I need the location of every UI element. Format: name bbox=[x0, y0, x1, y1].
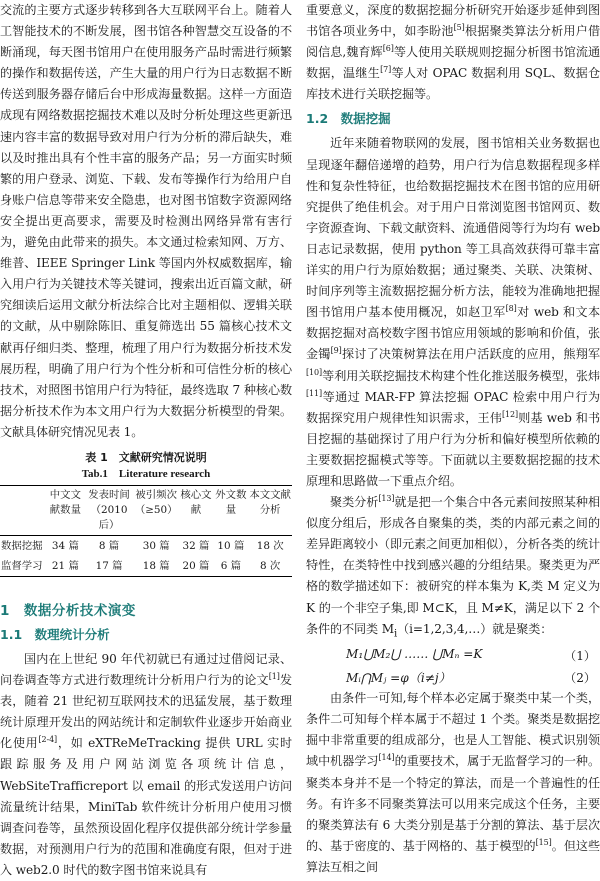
table-header-cell: 核心文献 bbox=[179, 485, 214, 535]
table-header-cell: 本文文献分析 bbox=[248, 485, 292, 535]
subsection-heading: 1.1 数理统计分析 bbox=[0, 626, 110, 642]
table-cell: 21 篇 bbox=[46, 556, 84, 577]
citation[interactable]: [1] bbox=[268, 672, 280, 682]
table-cell: 17 篇 bbox=[84, 556, 134, 577]
body-paragraph: 由条件一可知,每个样本必定属于聚类中某一个类，条件二可知每个样本属于不超过 1 个类。聚类是数据挖掘中非常重要的组成部分，也是人工智能、模式识别领域中机器学习[14]的重要技术，属于无监督学习的一种。聚类本身并不是一个特定的算法，而是一个普遍性的任务。有许多不同聚类算法可以用来完成这个任务，主要的聚类算法有 6 大类分别是基于分割的算法、基于层次的、基于密度的、基于网格的、基于模型的[15]。但这些算法互相之间 bbox=[306, 691, 600, 874]
table-header-cell: 被引频次（≥50） bbox=[134, 485, 179, 535]
table-1 bbox=[0, 450, 292, 577]
table-cell: 30 篇 bbox=[142, 539, 170, 552]
table-cell: 32 篇 bbox=[182, 539, 210, 552]
citation[interactable]: [7] bbox=[380, 65, 392, 75]
citation[interactable]: [5] bbox=[453, 23, 465, 33]
citation[interactable]: [14] bbox=[378, 753, 395, 763]
citation[interactable]: [9] bbox=[330, 346, 342, 356]
section-heading: 1 数据分析技术演变 bbox=[0, 602, 136, 619]
subsection-heading: 1.2 数据挖掘 bbox=[306, 111, 391, 127]
table-cell: 18 篇 bbox=[134, 556, 179, 577]
table-header-cell: 外文数量 bbox=[213, 485, 248, 535]
table-cell: 数据挖掘 bbox=[1, 539, 43, 552]
equation-1 bbox=[306, 644, 600, 666]
table-caption-cn: 表 1 文献研究情况说明 bbox=[85, 450, 207, 464]
body-paragraph: 国内在上世纪 90 年代初就已有通过过借阅记录、问卷调查等方式进行数理统计分析用户行为的论文[1]发表，随着 21 世纪初互联网技术的迅猛发展，基于数理统计原理开发出的网站统计和定制软件业逐步开始商业化使用[2-4]，如 eXTReMeTracking 提供 URL 实时跟踪服务及用户网站浏览各项统计信息，WebSiteTrafficreport 以 email 的形式发送用户访问流量统计结果，MiniTab 软件统计分析用户使用习惯调查问卷等，虽然预设固化程序仅提供部分统计学参量数据，对预测用户行为的范围和准确度有限，但对于进入 web2.0 时代的数字图书馆来说具有 bbox=[0, 651, 293, 877]
body-paragraph: 交流的主要方式逐步转移到各大互联网平台上。随着人工智能技术的不断发展，图书馆各种智慧交互设备的不断涌现，每天图书馆用户在使用服务产品时需进行频繁的操作和数据传送，产生大量的用户行为日志数据不断传送到服务器存储后台中形成海量数据。这样一方面造成现有网络数据挖掘技术难以及时分析处理这些更新迅速内容丰富的数据导致对用户行为分析的滞后缺失，难以及时推出具有个性丰富的服务产品；另一方面实时频繁的用户登录、浏览、下载、发布等操作行为给用户自身账户信息等带来安全隐患，也对图书馆数字资源网络安全提出更高要求，需要及时检测出网络异常有害行为，避免由此带来的损失。本文通过检索知网、万方、维普、IEEE Springer Link 等国内外权威数据库，输入用户行为关键技术等关键词，搜索出近百篇文献，研究细读后运用文献分析法综合比对主题相似、逻辑关联的文献，从中剔除陈旧、重复筛选出 55 篇核心技术文献再仔细归类、整理，梳理了用户行为数据分析技术发展历程，明确了用户行为个性分析和可信性分析的核心技术，对照图书馆用户行为特征，最终选取 7 种核心数据分析技术作为本文用户行为大数据分析模型的骨架。文献具体研究情况见表 1。 bbox=[0, 3, 292, 439]
table-cell: 8 篇 bbox=[98, 539, 120, 552]
table-header-cell: 中文文献数量 bbox=[46, 485, 84, 535]
equation-number: （2） bbox=[564, 671, 596, 686]
left-column bbox=[0, 0, 292, 881]
body-paragraph: 重要意义，深度的数据挖掘分析研究开始逐步延伸到图书馆各项业务中，如李盼池[5]根据聚类算法分析用户借阅信息,魏育辉[6]等人使用关联规则挖掘分析图书馆流通数据，温继生[7]等人对 OPAC 数据利用 SQL、数据仓库技术进行关联挖掘等。 bbox=[306, 3, 600, 102]
table-cell: 34 篇 bbox=[51, 539, 79, 552]
equation-body: Mᵢ⋂Mⱼ =φ（i≠j） bbox=[346, 671, 451, 686]
table-header-cell: 发表时间（2010后） bbox=[84, 485, 134, 535]
literature-table bbox=[0, 485, 292, 577]
citation[interactable]: [12] bbox=[502, 409, 519, 419]
table-cell: 监督学习 bbox=[0, 556, 46, 577]
table-cell: 18 次 bbox=[256, 539, 284, 552]
table-cell: 8 次 bbox=[248, 556, 292, 577]
equation-2 bbox=[306, 666, 600, 688]
citation[interactable]: [13] bbox=[378, 494, 395, 504]
table-cell: 6 篇 bbox=[213, 556, 248, 577]
citation[interactable]: [8] bbox=[505, 304, 517, 314]
citation[interactable]: [15] bbox=[535, 837, 552, 847]
table-cell: 10 篇 bbox=[217, 539, 245, 552]
citation[interactable]: [2-4] bbox=[38, 735, 58, 745]
subscript: i bbox=[394, 628, 398, 640]
table-cell: 20 篇 bbox=[179, 556, 214, 577]
equation-number: （1） bbox=[564, 649, 596, 664]
citation[interactable]: [10] bbox=[306, 367, 323, 377]
body-paragraph: 聚类分析[13]就是把一个集合中各元素间按照某种相似度分组后，形成各自聚集的类，类的内部元素之间的差异距离较小（即元素之间更加相似），分析各类的统计特性，在类特性中找到感兴趣的分组结果。聚类更为严格的数学描述如下：被研究的样本集为 K,类 M 定义为 K 的一个非空子集,即 M⊂K，且 M≠K，满足以下 2 个条件的不同类 $M_i(i=1,2,3,4,\dots)$就是聚类： bbox=[306, 494, 600, 640]
body-paragraph: 近年来随着物联网的发展，图书馆相关业务数据也呈现逐年翻倍递增的趋势，用户行为信息数据程现多样性和复杂性特征，也给数据挖掘技术在图书馆的应用研究提供了绝佳机会。对于用户日常浏览图书馆网页、数字资源查询、下载文献资料、流通借阅等行为均有 web 日志记录数据，使用 python 等工具高效获得可靠丰富详实的用户行为原始数据；通过聚类、关联、决策树、时间序列等主流数据挖掘分析方法，能较为准确地把握图书馆用户基本使用概况，如赵卫军[8]对 web 和文本数据挖掘对高校数字图书馆应用领域的影响和价值，张金镯[9]探讨了决策树算法在用户活跃度的应用，熊翔军[10]等利用关联挖掘技术构建个性化推送服务模型，张炜[11]等通过 MAR-FP 算法挖掘 OPAC 检索中用户行为数据探究用户规律性知识需求，王伟[12]则基 web 和书目挖掘的基础探讨了用户行为分析和偏好模型所依赖的主要数据挖掘模式等等。下面就以主要数据挖掘的技术原理和思路做一下重点介绍。 bbox=[306, 136, 600, 488]
table-header-row bbox=[0, 485, 292, 535]
table-header-cell bbox=[0, 485, 46, 535]
equation-body: M₁⋃M₂⋃ …… ⋃Mₙ =K bbox=[346, 647, 483, 662]
citation[interactable]: [6] bbox=[382, 44, 394, 54]
table-row bbox=[0, 535, 292, 556]
table-caption-en: Tab.1 Literature research bbox=[81, 467, 211, 480]
citation[interactable]: [11] bbox=[306, 388, 323, 398]
table-row bbox=[0, 556, 292, 577]
right-column bbox=[306, 0, 600, 878]
